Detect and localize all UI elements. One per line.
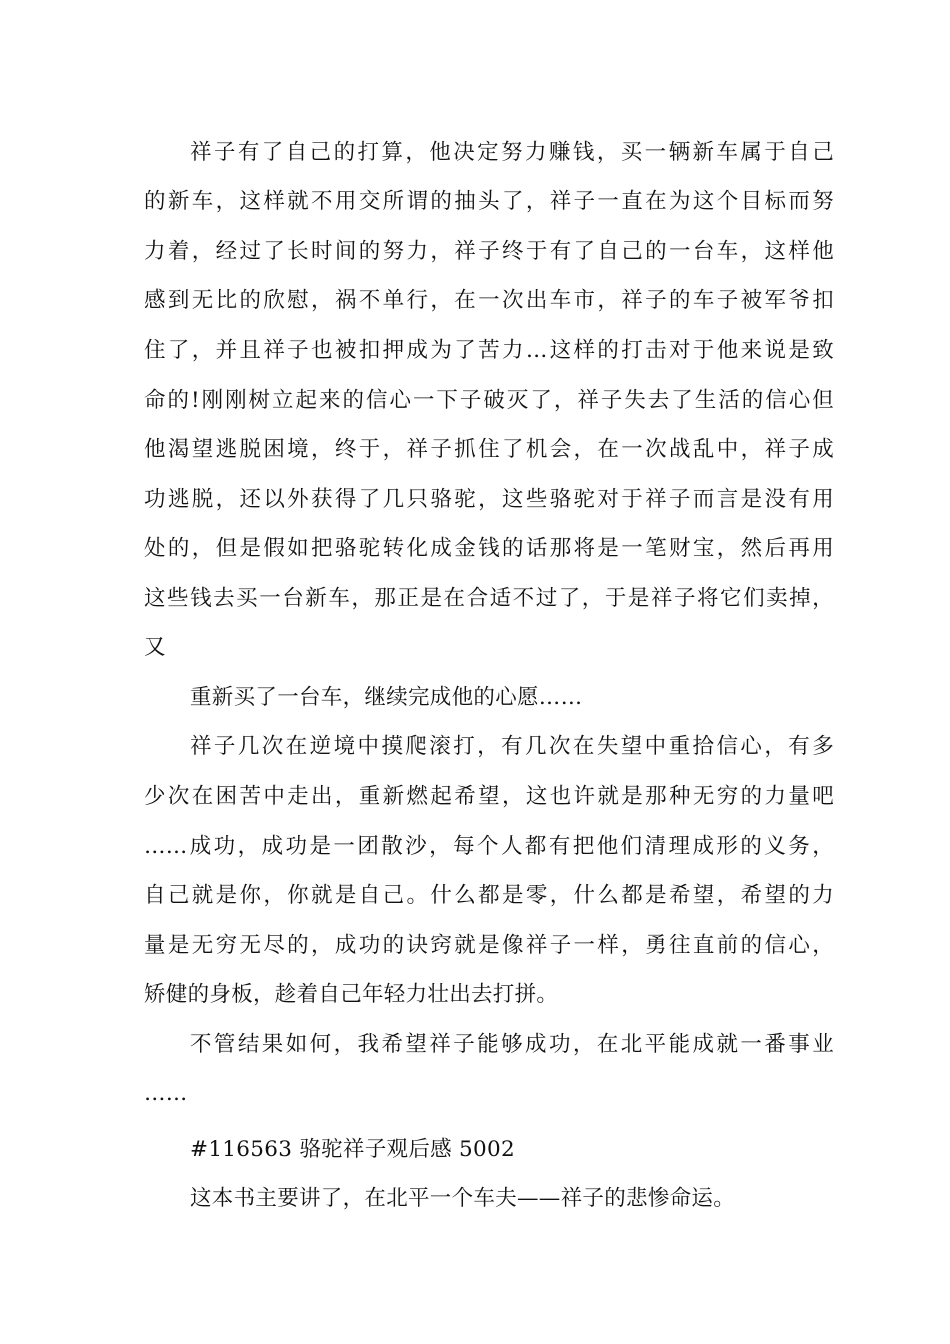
paragraph-line: 又 (144, 635, 166, 660)
paragraph-line: 不管结果如何，我希望祥子能够成功，在北平能成就一番事业 (190, 1032, 834, 1057)
paragraph-line: 自己就是你，你就是自己。什么都是零，什么都是希望，希望的力 (144, 883, 834, 908)
paragraph-line: …… (144, 1081, 188, 1106)
paragraph-line: 功逃脱，还以外获得了几只骆驼，这些骆驼对于祥子而言是没有用 (144, 487, 834, 512)
paragraph-line: 感到无比的欣慰，祸不单行，在一次出车市，祥子的车子被军爷扣 (144, 288, 834, 313)
paragraph-line: 处的，但是假如把骆驼转化成金钱的话那将是一笔财宝，然后再用 (144, 536, 834, 561)
paragraph-line: 量是无穷无尽的，成功的诀窍就是像祥子一样，勇往直前的信心， (144, 933, 834, 958)
paragraph-line: 这些钱去买一台新车，那正是在合适不过了，于是祥子将它们卖掉， (144, 586, 834, 611)
paragraph-line: 命的!刚刚树立起来的信心一下子破灭了，祥子失去了生活的信心但 (144, 388, 834, 413)
paragraph-line: 矫健的身板，趁着自己年轻力壮出去打拼。 (144, 982, 559, 1007)
paragraph-line: 他渴望逃脱困境，终于，祥子抓住了机会，在一次战乱中，祥子成 (144, 437, 834, 462)
section-heading: #116563 骆驼祥子观后感 5002 (190, 1137, 515, 1162)
paragraph-line: 祥子几次在逆境中摸爬滚打，有几次在失望中重拾信心，有多 (190, 734, 834, 759)
paragraph-line: 祥子有了自己的打算，他决定努力赚钱，买一辆新车属于自己 (190, 140, 834, 165)
paragraph-line: 重新买了一台车，继续完成他的心愿…… (190, 685, 583, 710)
paragraph-line: ……成功，成功是一团散沙，每个人都有把他们清理成形的义务， (144, 834, 834, 859)
paragraph-line: 力着，经过了长时间的努力，祥子终于有了自己的一台车，这样他 (144, 239, 834, 264)
paragraph-line: 少次在困苦中走出，重新燃起希望，这也许就是那种无穷的力量吧 (144, 784, 834, 809)
paragraph-line: 这本书主要讲了，在北平一个车夫——祥子的悲惨命运。 (190, 1186, 736, 1211)
paragraph-line: 的新车，这样就不用交所谓的抽头了，祥子一直在为这个目标而努 (144, 189, 834, 214)
paragraph-line: 住了，并且祥子也被扣押成为了苦力…这样的打击对于他来说是致 (144, 338, 834, 363)
